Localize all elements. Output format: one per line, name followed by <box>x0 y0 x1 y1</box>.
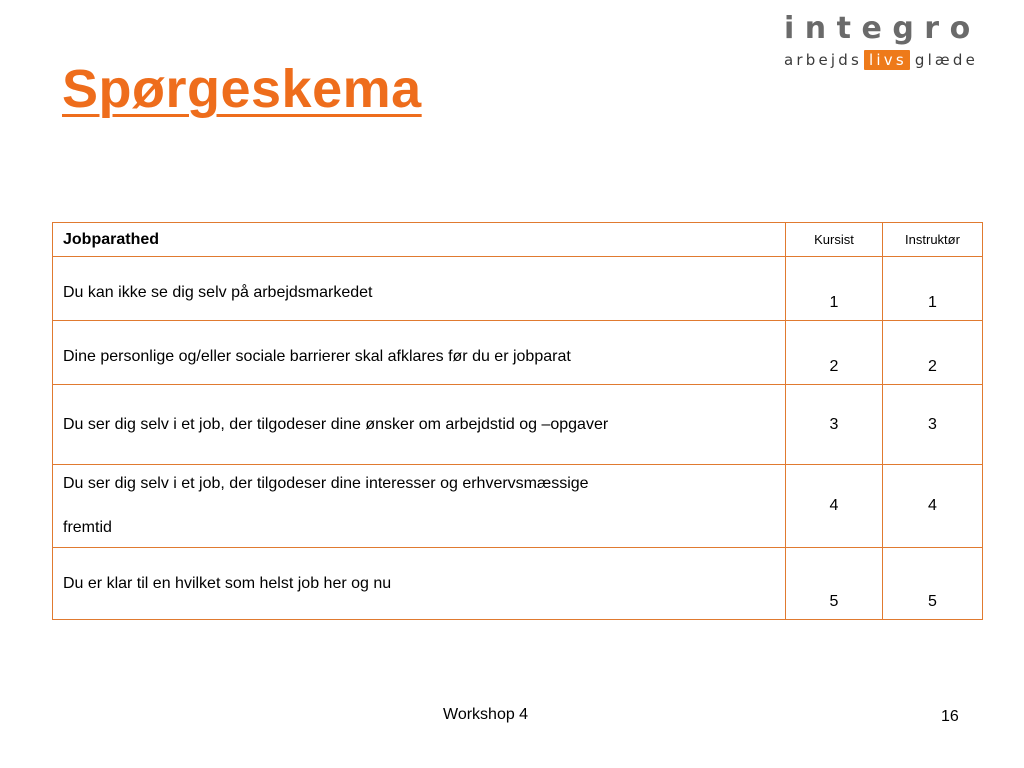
instruktor-score: 3 <box>883 385 983 465</box>
logo-tagline <box>784 50 978 70</box>
table-row <box>53 257 983 321</box>
table-row <box>53 548 983 620</box>
instruktor-score: 4 <box>883 465 983 548</box>
logo-wordmark: integro <box>784 11 981 46</box>
kursist-score: 1 <box>786 257 883 321</box>
questionnaire-table <box>52 222 983 620</box>
header-kursist: Kursist <box>786 223 883 257</box>
kursist-score: 5 <box>786 548 883 620</box>
header-instruktor: Instruktør <box>883 223 983 257</box>
question-line-2: fremtid <box>63 519 112 536</box>
table-row <box>53 385 983 465</box>
tagline-highlight-livs: livs <box>864 50 910 70</box>
question-cell: Du kan ikke se dig selv på arbejdsmarkedet <box>53 257 786 321</box>
question-line-1: Du ser dig selv i et job, der tilgodeser dine interesser og erhvervsmæssige <box>63 475 589 492</box>
instruktor-score: 5 <box>883 548 983 620</box>
slide-page-number: 16 <box>941 708 959 725</box>
kursist-score: 2 <box>786 321 883 385</box>
question-cell <box>53 465 786 548</box>
instruktor-score: 2 <box>883 321 983 385</box>
tagline-part-arbejds: arbejds <box>784 51 863 69</box>
instruktor-score: 1 <box>883 257 983 321</box>
question-cell: Du er klar til en hvilket som helst job her og nu <box>53 548 786 620</box>
header-jobparathed: Jobparathed <box>53 223 786 257</box>
tagline-part-glaede: glæde <box>914 51 979 69</box>
kursist-score: 3 <box>786 385 883 465</box>
question-cell: Dine personlige og/eller sociale barrierer skal afklares før du er jobparat <box>53 321 786 385</box>
slide-title: Spørgeskema <box>62 59 422 119</box>
kursist-score: 4 <box>786 465 883 548</box>
footer-workshop-label: Workshop 4 <box>443 706 529 723</box>
question-cell: Du ser dig selv i et job, der tilgodeser dine ønsker om arbejdstid og –opgaver <box>53 385 786 465</box>
integro-logo <box>780 12 1008 74</box>
table-row <box>53 321 983 385</box>
table-row <box>53 465 983 548</box>
table-header-row <box>53 223 983 257</box>
